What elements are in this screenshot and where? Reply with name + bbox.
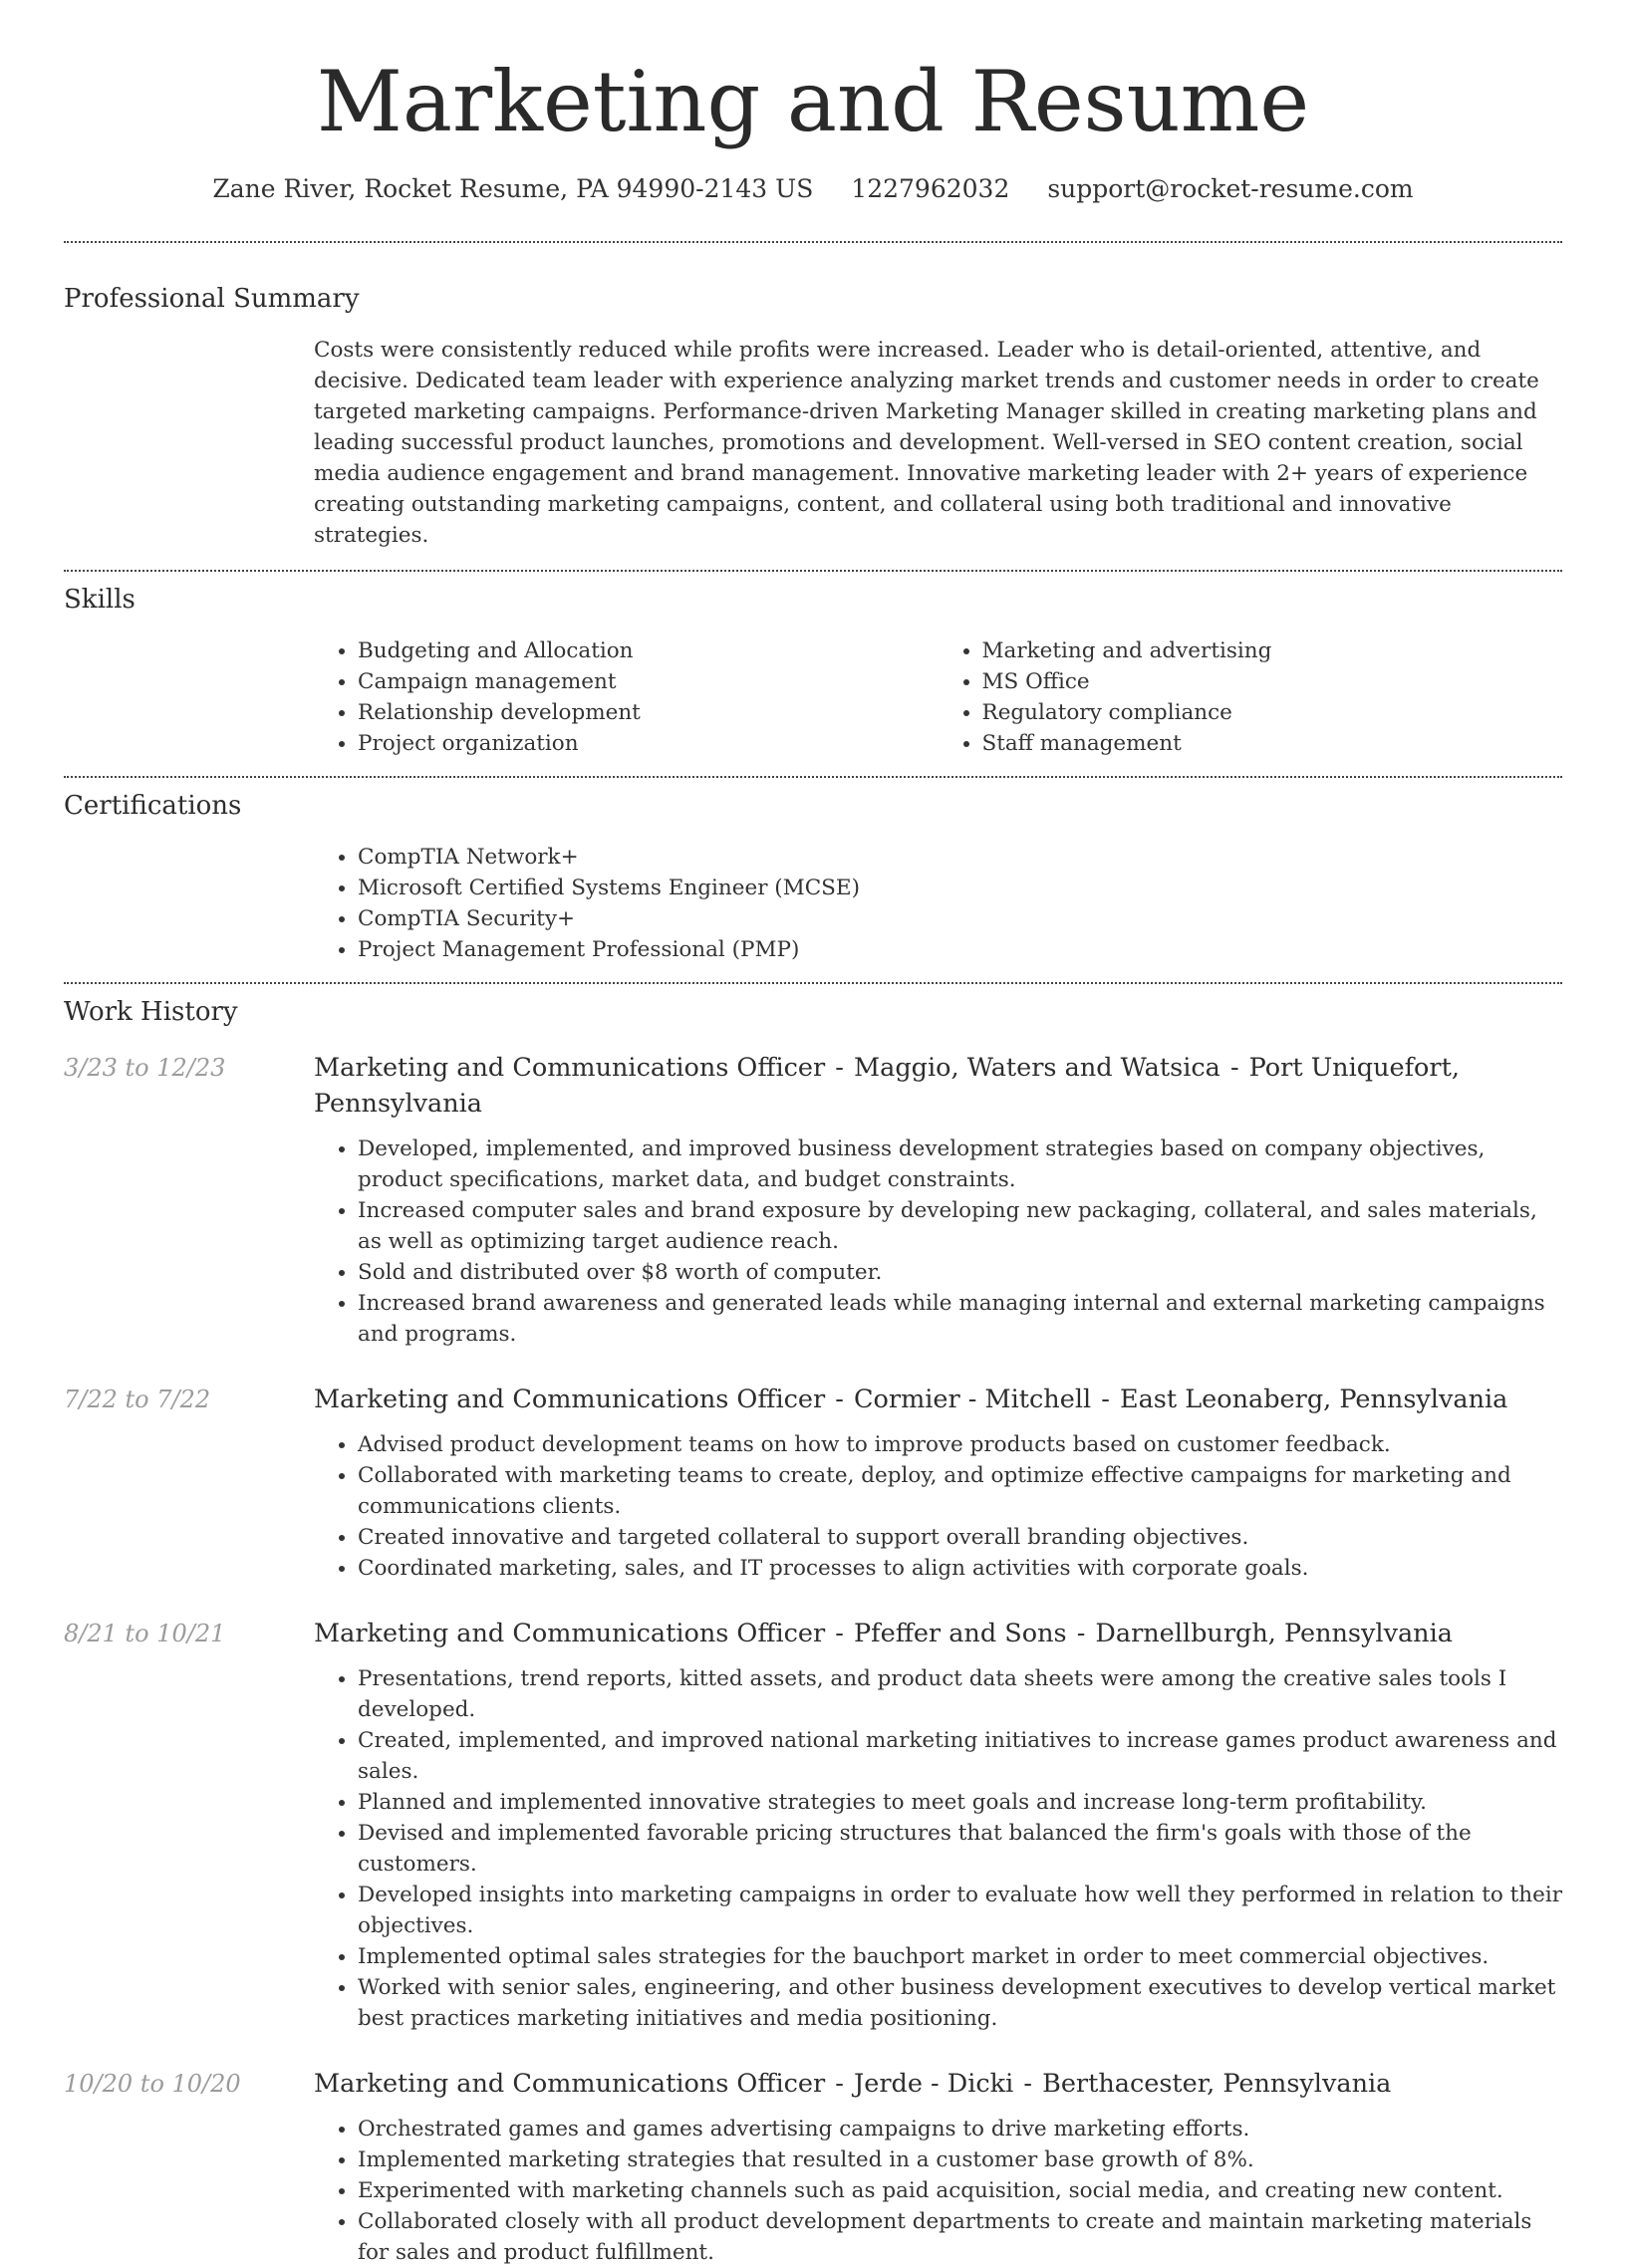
job-bullet: • Advised product development teams on how to improve products based on customer feedback. <box>358 1429 1562 1460</box>
certification-item: • Project Management Professional (PMP) <box>358 934 1562 965</box>
job-location: East Leonaberg, Pennsylvania <box>1119 1385 1508 1414</box>
divider <box>64 776 1562 778</box>
job-heading: Marketing and Communications Officer - Cormier - Mitchell - East Leonaberg, Pennsylvania <box>314 1385 1508 1414</box>
certification-item: • Microsoft Certified Systems Engineer (MCSE) <box>358 873 1562 903</box>
job-bullets <box>314 1429 1562 1584</box>
job-dates: 10/20 to 10/20 <box>64 2070 241 2098</box>
job-entry <box>64 1382 1562 1584</box>
skills-column-right <box>939 635 1563 759</box>
skill-item: • Staff management <box>982 728 1563 759</box>
contact-line <box>0 171 1626 207</box>
job-bullet: • Presentations, trend reports, kitted assets, and product data sheets were among the creative sales tools I developed. <box>358 1663 1562 1725</box>
skill-item: • MS Office <box>982 666 1563 697</box>
job-bullets <box>314 1663 1562 2034</box>
summary-section <box>0 281 1626 551</box>
job-bullet: • Worked with senior sales, engineering, and other business development executives to develop vertical market best practices marketing initiatives and media positioning. <box>358 1972 1562 2034</box>
job-location: Darnellburgh, Pennsylvania <box>1095 1619 1453 1648</box>
job-company: Maggio, Waters and Watsica <box>854 1053 1220 1083</box>
skill-item: • Campaign management <box>358 666 939 697</box>
certifications-section <box>0 788 1626 965</box>
job-title: Marketing and Communications Officer <box>314 2069 826 2099</box>
job-bullet: • Increased computer sales and brand exposure by developing new packaging, collateral, and sales materials, as well as optimizing target audience reach. <box>358 1195 1562 1257</box>
skills-section <box>0 582 1626 759</box>
job-bullet: • Devised and implemented favorable pricing structures that balanced the firm's goals with those of the customers. <box>358 1818 1562 1880</box>
skill-item: • Regulatory compliance <box>982 697 1563 728</box>
job-dates: 8/21 to 10/21 <box>64 1620 226 1647</box>
job-location: Port Uniquefort, Pennsylvania <box>314 1053 1460 1119</box>
job-title: Marketing and Communications Officer <box>314 1053 826 1083</box>
work-section <box>0 994 1626 2268</box>
skills-heading: Skills <box>64 585 136 615</box>
skill-item: • Relationship development <box>358 697 939 728</box>
contact-phone: 1227962032 <box>851 174 1010 203</box>
job-company: Cormier - Mitchell <box>854 1385 1092 1414</box>
job-bullets <box>314 1134 1562 1350</box>
job-dates: 7/22 to 7/22 <box>64 1386 211 1413</box>
certification-item: • CompTIA Network+ <box>358 842 1562 873</box>
divider <box>64 982 1562 984</box>
job-bullet: • Sold and distributed over $8 worth of computer. <box>358 1257 1562 1288</box>
skill-item: • Marketing and advertising <box>982 635 1563 666</box>
contact-address: Zane River, Rocket Resume, PA 94990-2143 US <box>212 174 814 203</box>
job-company: Jerde - Dicki <box>854 2069 1014 2099</box>
job-entry <box>64 2066 1562 2268</box>
job-bullet: • Developed, implemented, and improved business development strategies based on company objectives, product specifications, market data, and budget constraints. <box>358 1134 1562 1195</box>
summary-heading: Professional Summary <box>64 284 360 314</box>
job-heading: Marketing and Communications Officer - Pfeffer and Sons - Darnellburgh, Pennsylvania <box>314 1619 1453 1648</box>
divider <box>64 241 1562 243</box>
job-entry <box>64 1616 1562 2034</box>
job-bullet: • Created innovative and targeted collateral to support overall branding objectives. <box>358 1522 1562 1553</box>
resume-title: Marketing and Resume <box>316 53 1310 150</box>
job-title: Marketing and Communications Officer <box>314 1385 826 1414</box>
job-location: Berthacester, Pennsylvania <box>1042 2069 1392 2099</box>
resume-page <box>0 52 1626 2265</box>
job-bullet: • Collaborated closely with all product development departments to create and maintain marketing materials for sales and product fulfillment. <box>358 2206 1562 2268</box>
certification-item: • CompTIA Security+ <box>358 903 1562 934</box>
job-heading: Marketing and Communications Officer - Jerde - Dicki - Berthacester, Pennsylvania <box>314 2069 1392 2099</box>
job-bullet: • Collaborated with marketing teams to create, deploy, and optimize effective campaigns for marketing and communications clients. <box>358 1460 1562 1522</box>
certifications-heading: Certifications <box>64 791 242 821</box>
divider <box>64 570 1562 572</box>
job-bullet: • Developed insights into marketing campaigns in order to evaluate how well they performed in relation to their objectives. <box>358 1880 1562 1941</box>
job-bullet: • Increased brand awareness and generated leads while managing internal and external marketing campaigns and programs. <box>358 1288 1562 1350</box>
job-bullets <box>314 2114 1562 2268</box>
job-title: Marketing and Communications Officer <box>314 1619 826 1648</box>
job-bullet: • Experimented with marketing channels such as paid acquisition, social media, and creating new content. <box>358 2175 1562 2206</box>
job-dates: 3/23 to 12/23 <box>64 1054 226 1082</box>
skills-list <box>314 635 1562 759</box>
skills-column-left <box>314 635 939 759</box>
work-heading: Work History <box>64 997 238 1027</box>
job-entry <box>64 1050 1562 1350</box>
job-company: Pfeffer and Sons <box>854 1619 1067 1648</box>
job-bullet: • Implemented marketing strategies that resulted in a customer base growth of 8%. <box>358 2144 1562 2175</box>
contact-email[interactable]: support@rocket-resume.com <box>1047 174 1414 203</box>
skill-item: • Budgeting and Allocation <box>358 635 939 666</box>
job-bullet: • Orchestrated games and games advertising campaigns to drive marketing efforts. <box>358 2114 1562 2144</box>
job-bullet: • Planned and implemented innovative strategies to meet goals and increase long-term profitability. <box>358 1787 1562 1818</box>
job-bullet: • Coordinated marketing, sales, and IT processes to align activities with corporate goals. <box>358 1553 1562 1584</box>
skill-item: • Project organization <box>358 728 939 759</box>
job-heading: Marketing and Communications Officer - Maggio, Waters and Watsica - Port Uniquefort, Pennsylvania <box>314 1053 1460 1119</box>
summary-text: Costs were consistently reduced while profits were increased. Leader who is detail-oriented, attentive, and decisive. Dedicated team leader with experience analyzing market trends and customer needs in order to create targeted marketing campaigns. Performance-driven Marketing Manager skilled in creating marketing plans and leading successful product launches, promotions and development. Well-versed in SEO content creation, social media audience engagement and brand management. Innovative marketing leader with 2+ years of experience creating outstanding marketing campaigns, content, and collateral using both traditional and innovative strategies. <box>314 338 1539 548</box>
job-bullet: • Implemented optimal sales strategies for the bauchport market in order to meet commercial objectives. <box>358 1941 1562 1972</box>
certifications-list <box>314 842 1562 965</box>
job-bullet: • Created, implemented, and improved national marketing initiatives to increase games product awareness and sales. <box>358 1725 1562 1787</box>
